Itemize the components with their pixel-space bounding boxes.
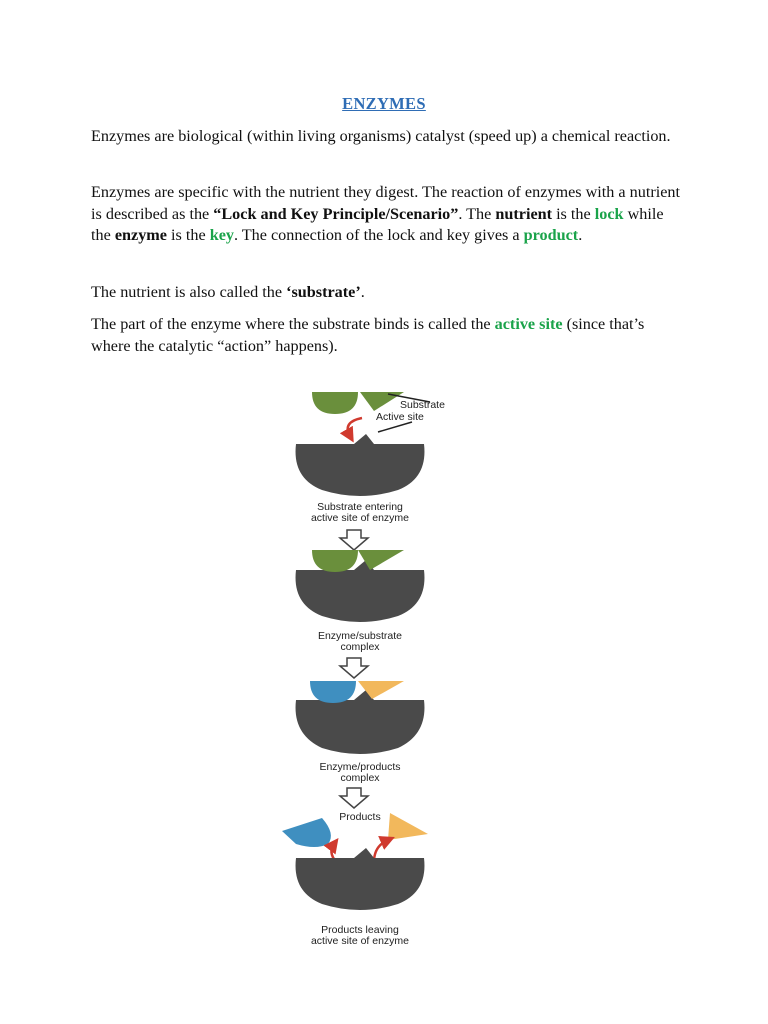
active-site-term: active site	[494, 315, 563, 333]
step-3-group	[296, 681, 425, 784]
text-segment: is the	[552, 204, 595, 223]
step-4-caption-line-2: active site of enzyme	[310, 935, 410, 947]
substrate-triangle-shape	[360, 392, 404, 411]
lock-term: lock	[594, 204, 624, 223]
product-term: product	[523, 226, 579, 244]
step-1-caption-line-1: Substrate entering	[317, 501, 403, 513]
step-3-caption-line-1: Enzyme/products	[319, 761, 401, 773]
step-2-caption-line-1: Enzyme/substrate	[317, 630, 403, 642]
substrate-label: Substrate	[400, 399, 445, 411]
enzyme-shape-3	[296, 690, 425, 754]
substrate-semicircle-shape	[312, 392, 358, 414]
step-2-caption-line-2: complex	[340, 641, 380, 653]
text-segment: . The	[458, 204, 496, 223]
step-3-caption-line-2: complex	[340, 772, 380, 784]
step-arrow-2	[340, 658, 368, 678]
product-blue-released	[282, 818, 331, 847]
text-segment: The part of the enzyme where the substrate binds is called the	[91, 315, 495, 333]
nutrient-term: nutrient	[495, 204, 553, 223]
step-2-group	[296, 550, 425, 653]
step-4-caption-line-1: Products leaving	[321, 924, 399, 936]
text-segment: .	[578, 226, 583, 244]
step-1-group	[296, 392, 446, 524]
text-segment: . The connection of the lock and key gives a	[233, 226, 524, 244]
products-label: Products	[339, 811, 381, 823]
product-blue-bound	[310, 681, 356, 703]
text-segment: while the	[91, 204, 664, 244]
paragraph-active-site	[91, 314, 681, 357]
product-yellow-released	[388, 813, 428, 840]
substrate-term: ‘substrate’	[286, 283, 361, 301]
enzyme-shape-1	[296, 434, 425, 496]
step-arrow-1	[340, 530, 368, 550]
lock-key-principle-term: “Lock and Key Principle/Scenario”	[213, 204, 459, 223]
text-segment: Enzymes are specific with the nutrient they digest. The reaction of enzymes with a nutrient is described as the	[91, 183, 681, 223]
enzyme-shape-2	[296, 560, 425, 622]
paragraph-lock-and-key	[91, 182, 681, 247]
text-segment: is the	[166, 226, 210, 244]
substrate-semicircle-bound	[312, 550, 358, 572]
step-arrow-3	[340, 788, 368, 808]
key-term: key	[209, 226, 234, 244]
text-segment: .	[360, 283, 365, 301]
paragraph-definition-text: Enzymes are biological (within living organisms) catalyst (speed up) a chemical reaction.	[91, 127, 671, 145]
step-4-group	[282, 811, 428, 947]
active-site-label: Active site	[376, 411, 424, 423]
enzyme-shape-4	[296, 848, 425, 910]
paragraph-definition	[91, 126, 681, 148]
text-segment: (since that’s where the catalytic “action” happens).	[91, 315, 645, 355]
active-site-pointer-line	[378, 422, 412, 432]
enzyme-term: enzyme	[114, 226, 167, 244]
lock-and-key-diagram	[270, 382, 450, 952]
step-1-caption-line-2: active site of enzyme	[310, 512, 410, 524]
page-title: ENZYMES	[342, 94, 426, 113]
paragraph-substrate	[91, 282, 681, 304]
entering-arrow	[348, 418, 362, 436]
text-segment: The nutrient is also called the	[91, 283, 287, 301]
